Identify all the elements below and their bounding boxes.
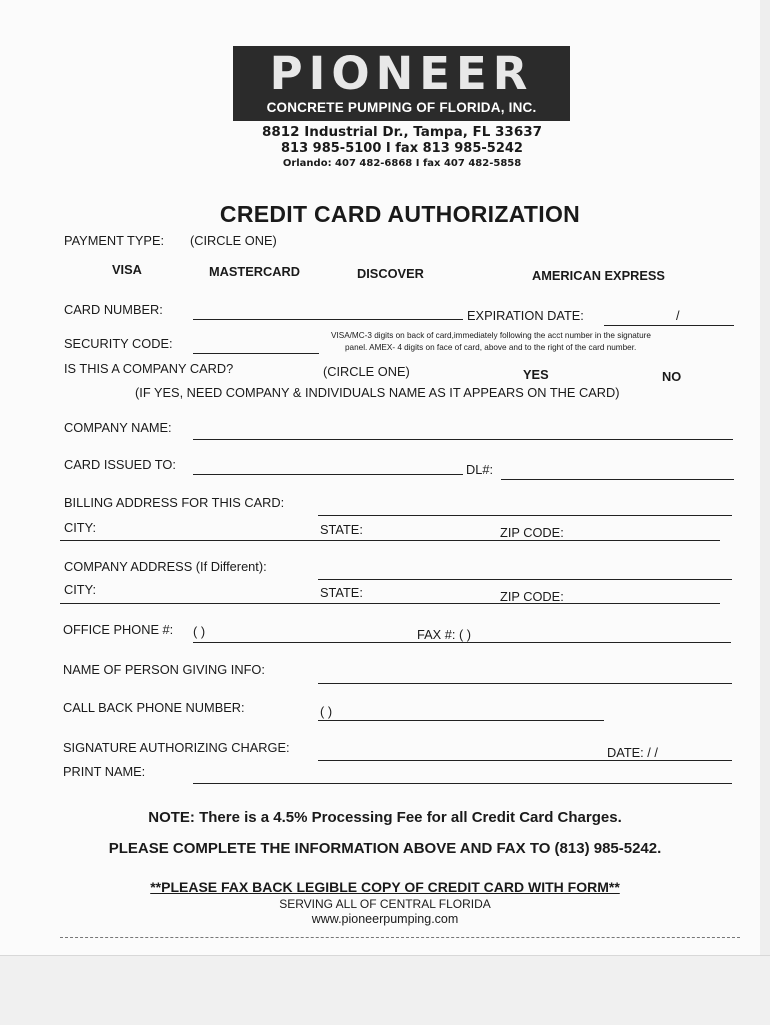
company-address-label: COMPANY ADDRESS (If Different): — [64, 559, 267, 574]
website-link[interactable]: www.pioneerpumping.com — [311, 912, 459, 926]
payment-option-discover[interactable]: DISCOVER — [357, 266, 424, 281]
card-issued-to-field[interactable] — [193, 474, 463, 475]
card-number-label: CARD NUMBER: — [64, 302, 163, 317]
company-city-state-zip-field[interactable] — [60, 603, 720, 604]
company-address-field[interactable] — [318, 579, 732, 580]
dl-field[interactable] — [501, 479, 734, 480]
fax-instruction: PLEASE COMPLETE THE INFORMATION ABOVE AND FAX TO (813) 985-5242. — [108, 840, 662, 857]
legible-copy-note: **PLEASE FAX BACK LEGIBLE COPY OF CREDIT CARD WITH FORM** — [150, 879, 620, 895]
person-giving-info-field[interactable] — [318, 683, 732, 684]
card-issued-to-label: CARD ISSUED TO: — [64, 457, 176, 472]
serving-area: SERVING ALL OF CENTRAL FLORIDA — [279, 897, 491, 911]
company-state-label: STATE: — [320, 585, 363, 600]
company-logo — [233, 46, 570, 121]
signature-label: SIGNATURE AUTHORIZING CHARGE: — [63, 740, 290, 755]
billing-city-label: CITY: — [64, 520, 96, 535]
signature-date-label: DATE: / / — [607, 745, 658, 760]
company-name-label: COMPANY NAME: — [64, 420, 172, 435]
payment-option-mastercard[interactable]: MASTERCARD — [209, 264, 300, 279]
print-name-field[interactable] — [193, 783, 732, 784]
card-number-field[interactable] — [193, 319, 463, 320]
company-card-yes[interactable]: YES — [523, 367, 549, 382]
bottom-divider — [60, 937, 740, 938]
call-back-phone-label: CALL BACK PHONE NUMBER: — [63, 700, 245, 715]
company-card-note: (IF YES, NEED COMPANY & INDIVIDUALS NAME AS IT APPEARS ON THE CARD) — [135, 385, 620, 400]
office-phone-label: OFFICE PHONE #: — [63, 622, 174, 637]
billing-address-field[interactable] — [318, 515, 732, 516]
company-card-label: IS THIS A COMPANY CARD? — [64, 361, 234, 376]
security-code-note-2: panel. AMEX- 4 digits on face of card, above and to the right of the card number. — [345, 343, 637, 352]
company-card-circle: (CIRCLE ONE) — [323, 364, 410, 379]
signature-field[interactable] — [318, 760, 732, 761]
orlando-phone-line: Orlando: 407 482-6868 I fax 407 482-5858 — [282, 158, 522, 169]
billing-state-label: STATE: — [320, 522, 363, 537]
billing-city-state-zip-field[interactable] — [60, 540, 720, 541]
phone-fax-field[interactable] — [193, 642, 731, 643]
dl-label: DL#: — [466, 462, 494, 477]
office-phone-parens: ( ) — [193, 624, 206, 639]
billing-zip-label: ZIP CODE: — [500, 525, 564, 540]
company-city-label: CITY: — [64, 582, 96, 597]
payment-circle-label: (CIRCLE ONE) — [190, 233, 277, 248]
person-giving-info-label: NAME OF PERSON GIVING INFO: — [63, 662, 265, 677]
security-code-label: SECURITY CODE: — [64, 336, 173, 351]
company-zip-label: ZIP CODE: — [500, 589, 564, 604]
payment-type-label: PAYMENT TYPE: — [64, 233, 165, 248]
processing-fee-note: NOTE: There is a 4.5% Processing Fee for all Credit Card Charges. — [148, 809, 622, 826]
call-back-phone-parens: ( ) — [320, 704, 333, 719]
company-card-no[interactable]: NO — [662, 369, 682, 384]
security-code-note-1: VISA/MC-3 digits on back of card,immediately following the acct number in the signature — [331, 331, 651, 340]
company-name-field[interactable] — [193, 439, 733, 440]
expiration-date-field[interactable] — [604, 325, 734, 326]
payment-option-amex[interactable]: AMERICAN EXPRESS — [532, 268, 665, 283]
expiration-slash: / — [676, 308, 680, 323]
print-name-label: PRINT NAME: — [63, 764, 146, 779]
company-address: 8812 Industrial Dr., Tampa, FL 33637 — [261, 124, 543, 140]
expiration-date-label: EXPIRATION DATE: — [467, 308, 584, 323]
call-back-phone-field[interactable] — [318, 720, 604, 721]
scan-background — [0, 955, 770, 1025]
logo-subtitle: CONCRETE PUMPING OF FLORIDA, INC. — [266, 100, 537, 115]
security-code-field[interactable] — [193, 353, 319, 354]
form-title: CREDIT CARD AUTHORIZATION — [219, 201, 581, 227]
payment-option-visa[interactable]: VISA — [112, 262, 142, 277]
fax-label: FAX #: ( ) — [417, 627, 472, 642]
company-phone-line: 813 985-5100 I fax 813 985-5242 — [281, 141, 523, 156]
billing-address-label: BILLING ADDRESS FOR THIS CARD: — [64, 495, 285, 510]
logo-wordmark: PIONEER — [233, 48, 570, 100]
